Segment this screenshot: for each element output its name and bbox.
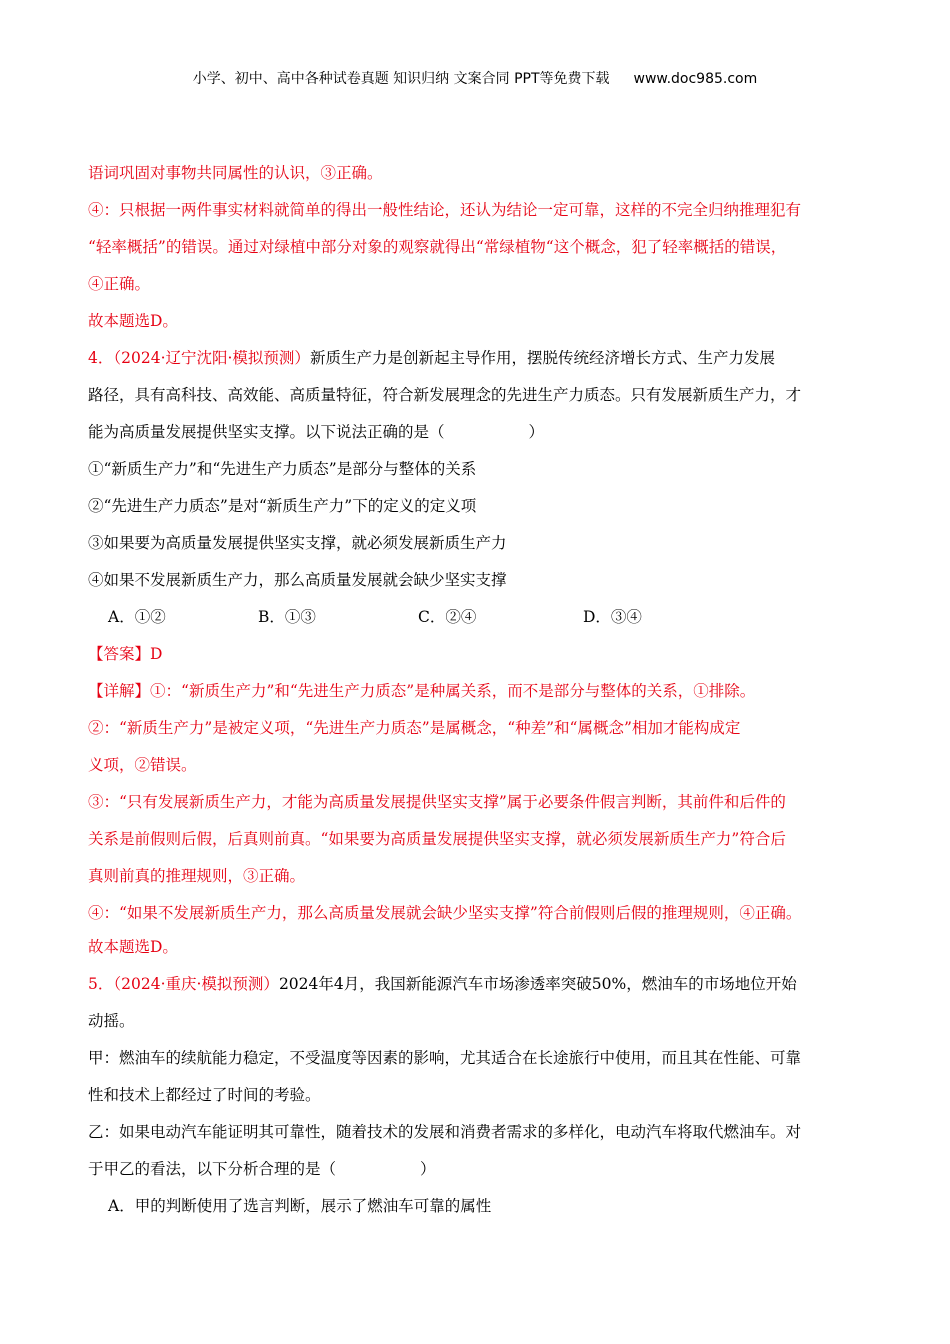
q4-answer-value: D — [150, 645, 163, 663]
q5-option-a: A．甲的判断使用了选言判断，展示了燃油车可靠的属性 — [108, 1197, 492, 1215]
q4-option-b: B．①③ — [258, 608, 316, 626]
q4-answer-label: 【答案】 — [88, 645, 151, 663]
q4-detail-4: ③：“只有发展新质生产力，才能为高质量发展提供坚实支撑”属于必要条件假言判断，其前件和后件的 — [88, 793, 786, 811]
q4-detail-1 — [88, 673, 878, 710]
q3-line-3: “轻率概括”的错误。通过对绿植中部分对象的观察就得出“常绿植物“这个概念，犯了轻率概括的错误， — [88, 238, 787, 256]
q4-stem-1 — [88, 340, 878, 377]
q5-yi-end: ） — [420, 1160, 436, 1178]
header-text: 小学、初中、高中各种试卷真题 知识归纳 文案合同 PPT等免费下载 — [192, 71, 610, 87]
q3-line-2: ④：只根据一两件事实材料就简单的得出一般性结论，还认为结论一定可靠，这样的不完全归纳推理犯有 — [88, 201, 802, 219]
q4-detail-5: 关系是前假则后假，后真则前真。“如果要为高质量发展提供坚实支撑，就必须发展新质生产力”符合后 — [88, 830, 786, 848]
q4-option-a: A．①② — [108, 608, 166, 626]
q5-stem-text-1: 2024年4月，我国新能源汽车市场渗透率突破50%，燃油车的市场地位开始 — [278, 975, 797, 993]
q4-detail-label: 【详解】 — [88, 682, 151, 700]
q5-jia-2: 性和技术上都经过了时间的考验。 — [88, 1086, 321, 1104]
q4-statement: ③如果要为高质量发展提供坚实支撑，就必须发展新质生产力 — [88, 534, 507, 552]
q4-number: 4． — [88, 349, 114, 367]
q5-stem-2: 动摇。 — [88, 1012, 135, 1030]
q4-source: （2024·辽宁沈阳·模拟预测） — [113, 349, 310, 367]
q5-yi-1: 乙：如果电动汽车能证明其可靠性，随着技术的发展和消费者需求的多样化，电动汽车将取代燃油车。对 — [88, 1123, 802, 1141]
q5-yi-text-2: 于甲乙的看法，以下分析合理的是（ — [88, 1160, 337, 1178]
q4-detail-3: 义项，②错误。 — [88, 756, 197, 774]
q3-conclusion: 故本题选D。 — [88, 312, 178, 330]
q4-statement: ④如果不发展新质生产力，那么高质量发展就会缺少坚实支撑 — [88, 571, 507, 589]
q4-stem-2: 路径，具有高科技、高效能、高质量特征，符合新发展理念的先进生产力质态。只有发展新质生产力，才 — [88, 386, 802, 404]
q5-yi-2 — [88, 1151, 878, 1188]
q4-answer — [88, 636, 878, 673]
q4-detail-2: ②：“新质生产力”是被定义项，“先进生产力质态”是属概念，“种差”和“属概念”相加才能构成定 — [88, 719, 741, 737]
document-body — [88, 155, 878, 1225]
q4-detail-7: ④：“如果不发展新质生产力，那么高质量发展就会缺少坚实支撑”符合前假则后假的推理规则，④正确。 — [88, 904, 802, 922]
q4-stem-text-1: 新质生产力是创新起主导作用，摆脱传统经济增长方式、生产力发展 — [309, 349, 775, 367]
q4-option-d: D．③④ — [583, 608, 642, 626]
q5-stem-1 — [88, 966, 878, 1003]
q3-line-1: 语词巩固对事物共同属性的认识，③正确。 — [88, 164, 383, 182]
q4-stem-text-3: 能为高质量发展提供坚实支撑。以下说法正确的是（ — [88, 423, 445, 441]
q4-statement: ②“先进生产力质态”是对“新质生产力”下的定义的定义项 — [88, 497, 477, 515]
header-site-link[interactable]: www.doc985.com — [633, 71, 758, 87]
q4-detail-6: 真则前真的推理规则，③正确。 — [88, 867, 306, 885]
q4-statement: ①“新质生产力”和“先进生产力质态”是部分与整体的关系 — [88, 460, 477, 478]
q4-options — [88, 599, 878, 636]
q4-option-c: C．②④ — [418, 608, 477, 626]
q4-conclusion: 故本题选D。 — [88, 938, 178, 956]
q4-stem-3 — [88, 414, 878, 451]
q4-detail-text-1: ①：“新质生产力”和“先进生产力质态”是种属关系，而不是部分与整体的关系，①排除。 — [150, 682, 756, 700]
q3-line-4: ④正确。 — [88, 275, 151, 293]
q5-number: 5． — [88, 975, 114, 993]
q5-jia-1: 甲：燃油车的续航能力稳定，不受温度等因素的影响，尤其适合在长途旅行中使用，而且其在性能、可靠 — [88, 1049, 802, 1067]
q5-source: （2024·重庆·模拟预测） — [113, 975, 279, 993]
q4-stem-end: ） — [528, 423, 545, 441]
page-header — [0, 68, 950, 88]
